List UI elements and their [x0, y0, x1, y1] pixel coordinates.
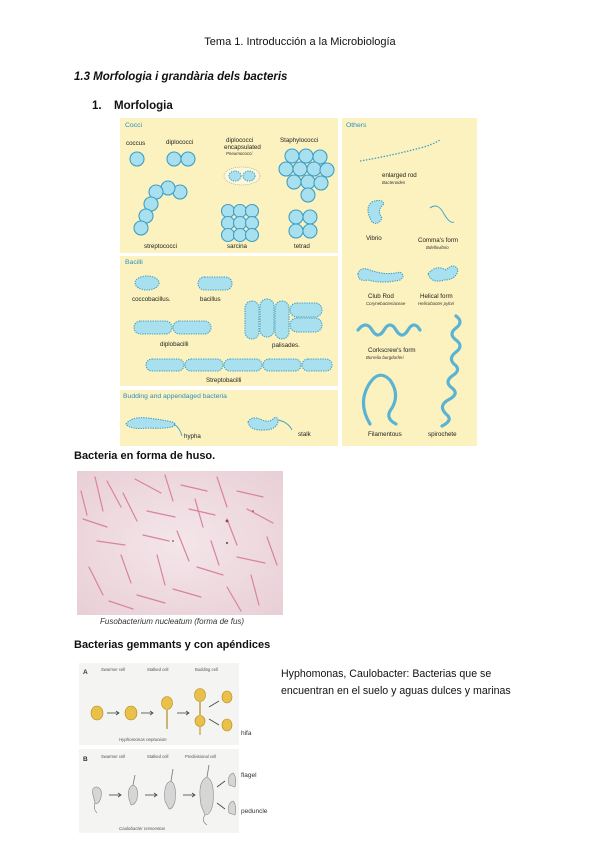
bacillus-label: bacillus [200, 296, 221, 303]
budding-bacteria-figure [79, 663, 279, 833]
gemmants-heading: Bacterias gemmants y con apéndices [74, 639, 271, 651]
club-rod-label: Club Rod [368, 293, 394, 300]
panel-b-label: B [83, 756, 88, 763]
sarcina-cluster [222, 205, 259, 242]
species-a-label: Hyphomonas neptunium [119, 737, 167, 742]
panel-a-label: A [83, 669, 88, 676]
diplococcus-cell [167, 152, 181, 166]
coccus-cell [130, 152, 144, 166]
commas-form-sub: Bdellovibrio [426, 245, 449, 250]
section-title: 1.3 Morfologia i grandària dels bacteris [74, 71, 288, 83]
swarmer-label-b: Swarmer cell [101, 754, 126, 759]
streptobacilli-label: Streptobacilli [206, 377, 242, 384]
corkscrew-label: Corkscrew's form [368, 347, 416, 354]
morfologia-number: 1. [92, 100, 102, 112]
staphylococci-label: Staphylococci [280, 137, 319, 144]
panel-a-bg [79, 663, 239, 745]
pneumococcus-cell [243, 171, 255, 181]
gemmants-description: Hyphomonas, Caulobacter: Bacterias que se encuentran en el suelo y aguas dulces y marinas [281, 668, 511, 697]
bacilli-heading: Bacilli [125, 259, 143, 266]
spirochete-label: spirochete [428, 431, 457, 438]
stalk-label: stalk [298, 431, 311, 438]
stalked-label-a: Stalked cell [147, 667, 169, 672]
diplobacilli-label: diplobacilli [160, 341, 189, 348]
palisade-cell [290, 318, 322, 332]
corkscrew-sub: Borrelia burgdorferi [366, 355, 404, 360]
pneumococci-label: Pneumococci [226, 151, 253, 156]
swarmer-label-a: Swarmer cell [101, 667, 126, 672]
panel-b-bg [79, 749, 239, 833]
palisade-cell [290, 303, 322, 317]
filamentous-label: Filamentous [368, 431, 402, 438]
species-b-label: Caulobacter crescentus [119, 826, 166, 831]
palisade-cell [245, 301, 259, 339]
palisade-cell [260, 299, 274, 337]
hypha-label: hypha [184, 433, 201, 440]
helical-form-label: Helical form [420, 293, 453, 300]
club-rod-sub: Corynebacteriaceae [366, 301, 406, 306]
diplobacillus-cell [173, 321, 211, 334]
sarcina-label: sarcina [227, 243, 247, 250]
enlarged-rod-label: enlarged rod [382, 172, 417, 179]
encapsulated-label: encapsulated [224, 144, 261, 151]
helical-form-sub: Helicobacter pylori [418, 301, 455, 306]
others-panel [342, 118, 477, 446]
hifa-label: hifa [241, 730, 252, 737]
cocci-heading: Cocci [125, 122, 142, 129]
flagel-label: flagel [241, 772, 257, 779]
fusobacterium-micrograph [77, 471, 283, 615]
palisades-label: palisades. [272, 342, 300, 349]
morphology-figure [120, 118, 477, 446]
morfologia-title: Morfologia [114, 100, 173, 112]
coccobacillus-label: coccobacillus. [132, 296, 171, 303]
predivisional-label: Predivisional cell [185, 754, 217, 759]
coccobacillus-cell [135, 276, 159, 290]
pneumococcus-cell [229, 171, 241, 181]
micrograph-caption: Fusobacterium nucleatum (forma de fus) [100, 617, 245, 626]
streptobacilli-chain [146, 359, 332, 371]
bacillus-cell [198, 277, 232, 290]
coccus-label: coccus [126, 140, 146, 147]
enlarged-rod-sub: Bacteroides [382, 180, 406, 185]
streptococci-label: streptococci [144, 243, 178, 250]
commas-form-label: Comma's form [418, 237, 459, 244]
huso-heading: Bacteria en forma de huso. [74, 450, 216, 462]
palisade-cell [275, 301, 289, 339]
budding-label-a: Budding cell [195, 667, 218, 672]
diplococci-label: diplococci [166, 139, 194, 146]
tetrad-label: tetrad [294, 243, 310, 250]
budding-heading: Budding and appendaged bacteria [123, 393, 227, 400]
others-heading: Others [346, 122, 367, 129]
vibrio-label: Vibrio [366, 235, 382, 242]
morfologia-heading [92, 100, 173, 112]
peduncle-label: peduncle [241, 808, 268, 815]
stalked-label-b: Stalked cell [147, 754, 169, 759]
document-header: Tema 1. Introducción a la Microbiología [204, 36, 396, 48]
diplococci-enc-label: diplococci [226, 137, 254, 144]
diplobacillus-cell [134, 321, 172, 334]
diplococcus-cell [181, 152, 195, 166]
